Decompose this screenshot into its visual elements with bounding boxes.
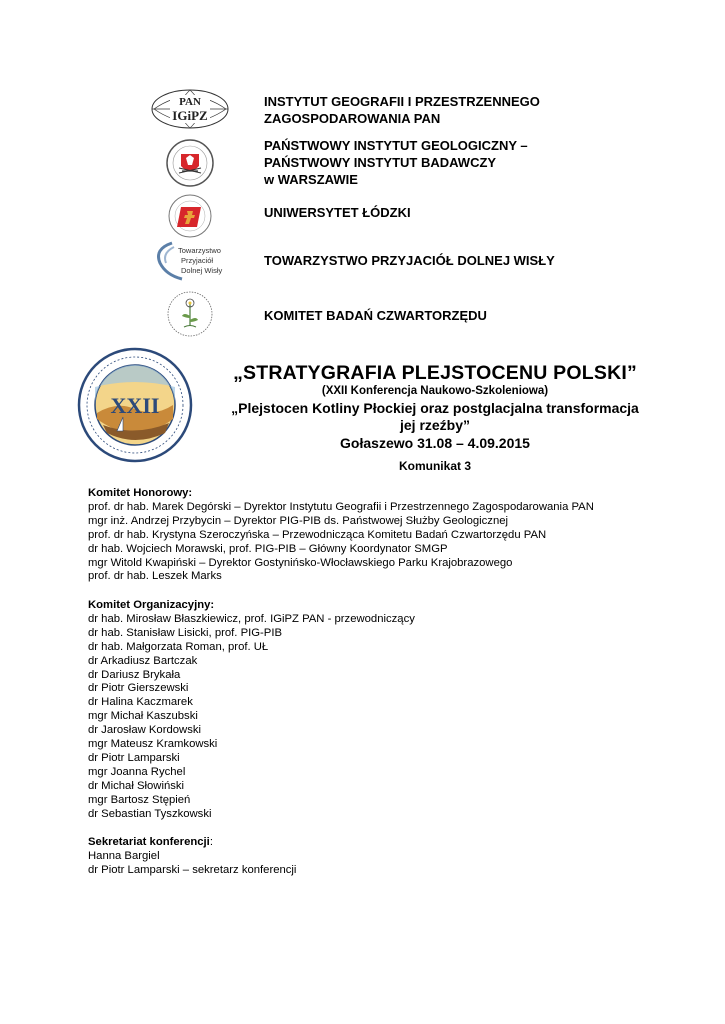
org-pig <box>264 137 528 188</box>
organizing-member: mgr Joanna Rychel <box>88 765 186 778</box>
organizing-member: dr Dariusz Brykała <box>88 668 181 681</box>
organizing-member: dr Jarosław Kordowski <box>88 724 202 737</box>
secretariat <box>88 836 296 878</box>
tpdw-logo-line1: Towarzystwo <box>178 246 221 255</box>
organizing-committee <box>88 599 415 822</box>
secretariat-heading-row <box>88 836 296 850</box>
conference-dates: Gołaszewo 31.08 – 4.09.2015 <box>340 435 530 451</box>
conference-theme <box>200 400 670 434</box>
pig-pib-logo <box>165 138 215 188</box>
conference-logo <box>77 347 193 463</box>
komunikat-number: Komunikat 3 <box>398 459 471 473</box>
secretariat-heading-colon: : <box>209 836 213 848</box>
organizing-member: dr Michał Słowiński <box>88 779 185 792</box>
conference-logo-number: XXII <box>110 393 160 418</box>
org-pig-line2: PAŃSTWOWY INSTYTUT BADAWCZY <box>264 155 497 170</box>
conference-theme-line2: jej rzeźby” <box>399 417 471 433</box>
organizing-member: dr Halina Kaczmarek <box>88 696 193 709</box>
org-kbc-line1: KOMITET BADAŃ CZWARTORZĘDU <box>264 308 487 323</box>
org-igipz <box>264 93 540 127</box>
honorary-heading: Komitet Honorowy: <box>88 487 193 499</box>
organizing-member: dr hab. Małgorzata Roman, prof. UŁ <box>88 640 269 653</box>
conference-subtitle: (XXII Konferencja Naukowo-Szkoleniowa) <box>321 385 549 397</box>
pan-igipz-logo <box>150 88 230 130</box>
org-igipz-line2: ZAGOSPODAROWANIA PAN <box>264 111 441 126</box>
org-pig-line1: PAŃSTWOWY INSTYTUT GEOLOGICZNY – <box>264 138 528 153</box>
uniwersytet-lodzki-logo <box>167 193 213 239</box>
org-pig-line3: w WARSZAWIE <box>264 172 358 187</box>
organizing-member: dr Sebastian Tyszkowski <box>88 807 212 820</box>
honorary-member: mgr inż. Andrzej Przybycin – Dyrektor PIG-PIB ds. Państwowej Służby Geologicznej <box>88 514 509 527</box>
conference-theme-line1: „Plejstocen Kotliny Płockiej oraz postglacjalna transformacja <box>231 400 639 416</box>
organizing-member: dr hab. Stanisław Lisicki, prof. PIG-PIB <box>88 626 283 639</box>
organizing-member: mgr Bartosz Stępień <box>88 793 191 806</box>
org-tpdw-line1: TOWARZYSTWO PRZYJACIÓŁ DOLNEJ WISŁY <box>264 253 555 268</box>
kbc-logo <box>166 290 214 338</box>
secretariat-heading: Sekretariat konferencji <box>88 836 210 848</box>
org-ul <box>264 204 411 221</box>
igipz-logo-text: IGiPZ <box>172 108 208 123</box>
org-kbc <box>264 307 487 324</box>
tpdw-logo-line2: Przyjaciół <box>181 256 214 265</box>
organizing-member: dr Piotr Lamparski <box>88 751 180 764</box>
honorary-member: mgr Witold Kwapiński – Dyrektor Gostynińsko-Włocławskiego Parku Krajobrazowego <box>88 556 513 569</box>
honorary-member: prof. dr hab. Krystyna Szeroczyńska – Przewodnicząca Komitetu Badań Czwartorzędu PAN <box>88 528 547 541</box>
organizing-member: mgr Michał Kaszubski <box>88 710 198 723</box>
secretariat-member: Hanna Bargiel <box>88 849 160 862</box>
conference-title: „STRATYGRAFIA PLEJSTOCENU POLSKI” <box>233 362 637 384</box>
honorary-committee <box>88 487 594 584</box>
organizing-member: dr hab. Mirosław Błaszkiewicz, prof. IGiPZ PAN - przewodniczący <box>88 612 415 625</box>
org-tpdw <box>264 252 555 269</box>
tpdw-logo-line3: Dolnej Wisły <box>181 266 223 275</box>
honorary-member: prof. dr hab. Marek Degórski – Dyrektor Instytutu Geografii i Przestrzennego Zagospodarowania PAN <box>88 500 594 513</box>
org-igipz-line1: INSTYTUT GEOGRAFII I PRZESTRZENNEGO <box>264 94 540 109</box>
secretariat-member: dr Piotr Lamparski – sekretarz konferencji <box>88 863 297 876</box>
pan-logo-text: PAN <box>179 96 201 108</box>
org-ul-line1: UNIWERSYTET ŁÓDZKI <box>264 205 411 220</box>
tpdw-logo <box>152 239 232 285</box>
organizing-member: mgr Mateusz Kramkowski <box>88 738 218 751</box>
organizing-member: dr Piotr Gierszewski <box>88 682 189 695</box>
honorary-member: dr hab. Wojciech Morawski, prof. PIG-PIB – Główny Koordynator SMGP <box>88 542 448 555</box>
organizing-member: dr Arkadiusz Bartczak <box>88 654 198 667</box>
honorary-member: prof. dr hab. Leszek Marks <box>88 570 222 583</box>
organizing-heading: Komitet Organizacyjny: <box>88 599 215 611</box>
